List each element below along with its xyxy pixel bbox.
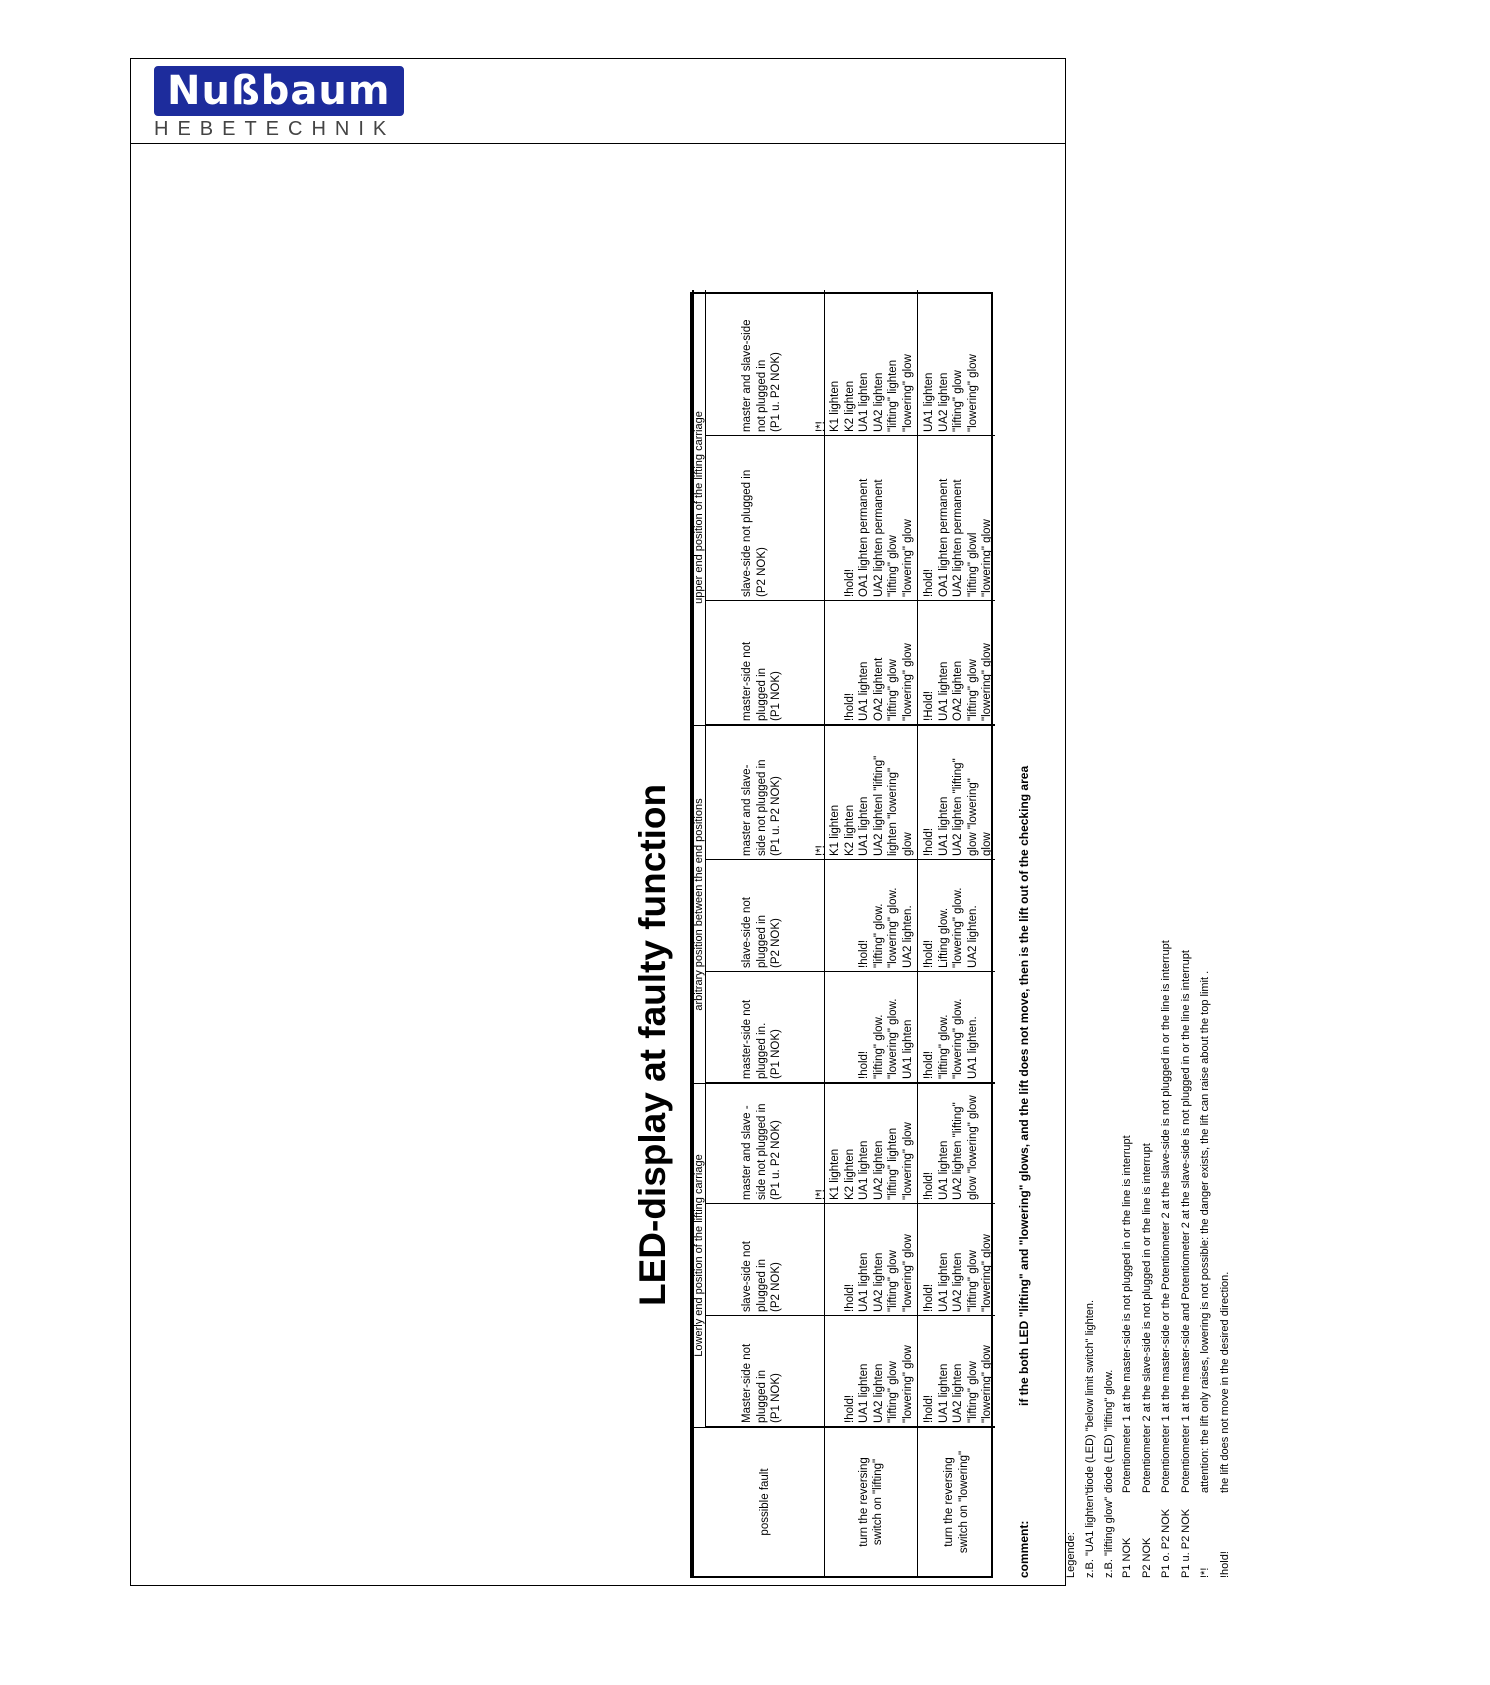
page-title: LED-display at faulty function [632,783,673,1306]
legend-value: the lift does not move in the desired direction. [1218,1271,1231,1493]
row-header-lowering: turn the reversing switch on "lowering" [917,1428,995,1576]
fault-cell: slave-side not plugged in (P2 NOK) [706,860,824,972]
row-header-fault: possible fault [758,1468,771,1536]
fault-cell: Master-side not plugged in (P1 NOK) [706,1316,824,1428]
fault-cell: slave-side not plugged in (P2 NOK) [706,1204,824,1316]
fault-cell: master-side not plugged in. (P1 NOK) [706,972,824,1084]
fault-cell: slave-side not plugged in (P2 NOK) [706,436,824,601]
legend-key: !*! [1199,1567,1211,1578]
comment-text: if the both LED "lifting" and "lowering" glows, and the lift does not move, then is the lift out of the checking area [1017,765,1031,1406]
group-header: upper end position of the lifting carriage [692,290,706,726]
legend-value: diode (LED) "below limit switch" lighten. [1084,1299,1096,1493]
logo-wordmark: Nußbaum [154,66,404,116]
legend-key: P2 NOK [1140,1537,1153,1578]
lifting-cell: !hold! OA1 lighten permanent UA2 lighten permanent "lifting" glow "lowering" glow [824,436,917,601]
nussbaum-logo [154,66,404,140]
rotated-content [632,138,1490,1578]
group-header: arbitrary position between the end positions [692,726,706,1084]
lowering-cell: !hold! UA1 lighten UA2 lighten "lifting" glow "lowering" glow [917,726,995,860]
row-header-lifting: turn the reversing switch on "lifting" [824,1428,917,1576]
lifting-cell: !*! K1 lighten K2 lighten UA1 lighten UA2 lighten "lifting" lighten "lowering" glow [824,290,917,436]
legend-key: P1 o. P2 NOK [1160,1508,1172,1578]
lowering-cell: !hold! Lifting glow. "lowering" glow. UA2 lighten. [917,860,995,972]
legend-value: Potentiometer 1 at the master-side and Potentiometer 2 at the slave-side is not plugged in or the line is interrupt [1179,950,1192,1493]
legend-key: !hold! [1218,1551,1231,1578]
fault-cell: master and slave - side not plugged in (P1 u. P2 NOK) [706,1084,824,1204]
lowering-cell: !hold! UA1 lighten UA2 lighten "lifting" glow "lowering" glow [917,1316,995,1428]
legend-key: P1 NOK [1121,1537,1133,1578]
lowering-cell: UA1 lighten UA2 lighten "lifting" glow "lowering" glow [917,290,995,436]
comment-label: comment: [1017,1520,1031,1578]
lifting-cell: !*! K1 lighten K2 lighten UA1 lighten UA2 lighten "lifting" lighten "lowering" glow [824,1084,917,1204]
legend-value: Potentiometer 1 at the master-side or the Potentiometer 2 at the slave-side is not plugged in or the line is interrupt [1160,940,1172,1493]
lowering-cell: !hold! UA1 lighten UA2 lighten "lifting" glow "lowering" glow [917,1204,995,1316]
legend-key: z.B. "UA1 lighten" [1084,1491,1096,1578]
legend-key: z.B. "lifting glow" [1102,1496,1115,1578]
led-table-grid [690,292,993,1578]
lifting-cell: !hold! UA1 lighten UA2 lighten "lifting" glow "lowering" glow [824,1316,917,1428]
lowering-cell: !hold! UA1 lighten UA2 lighten "lifting" glow "lowering" glow [917,1084,995,1204]
lifting-cell: !*! K1 lighten K2 lighten UA1 lighten UA2 lightenl "lifting" lighten "lowering" glow [824,726,917,860]
fault-cell: master and slave- side not plugged in (P1 u. P2 NOK) [706,726,824,860]
fault-cell: master-side not plugged in (P1 NOK) [706,601,824,726]
lowering-cell: !hold! OA1 lighten permanent UA2 lighten permanent "lifting" glowl "lowering" glow [917,436,995,601]
lifting-cell: !hold! "lifting" glow. "lowering" glow. UA1 lighten [824,972,917,1084]
legend-key: P1 u. P2 NOK [1179,1508,1192,1578]
lifting-cell: !hold! UA1 lighten OA2 lightent "lifting" glow "lowering" glow [824,601,917,726]
legend-value: Potentiometer 2 at the slave-side is not plugged in or the line is interrupt [1140,1143,1153,1493]
lowering-cell: !Hold! UA1 lighten OA2 lighten "lifting" glow "lowering" glow [917,601,995,726]
lowering-cell: !hold! "lifting" glow. "lowering" glow. UA1 lighten. [917,972,995,1084]
legend-value: attention: the lift only raises, lowering is not possible: the danger exists, the lift can raise about the top limit . [1199,970,1211,1493]
logo-subtitle: HEBETECHNIK [154,118,396,140]
lifting-cell: !hold! UA1 lighten UA2 lighten "lifting" glow "lowering" glow [824,1204,917,1316]
legend-value: Potentiometer 1 at the master-side is not plugged in or the line is interrupt [1121,1135,1133,1493]
group-header: Lowerly end position of the lifting carriage [692,1084,706,1428]
legend-value: diode (LED) "lifting" glow. [1102,1369,1115,1493]
fault-cell: master and slave-side not plugged in (P1 u. P2 NOK) [706,290,824,436]
lifting-cell: !hold! "lifting" glow. "lowering" glow. UA2 lighten. [824,860,917,972]
legend-title: Legende: [1065,1532,1077,1578]
